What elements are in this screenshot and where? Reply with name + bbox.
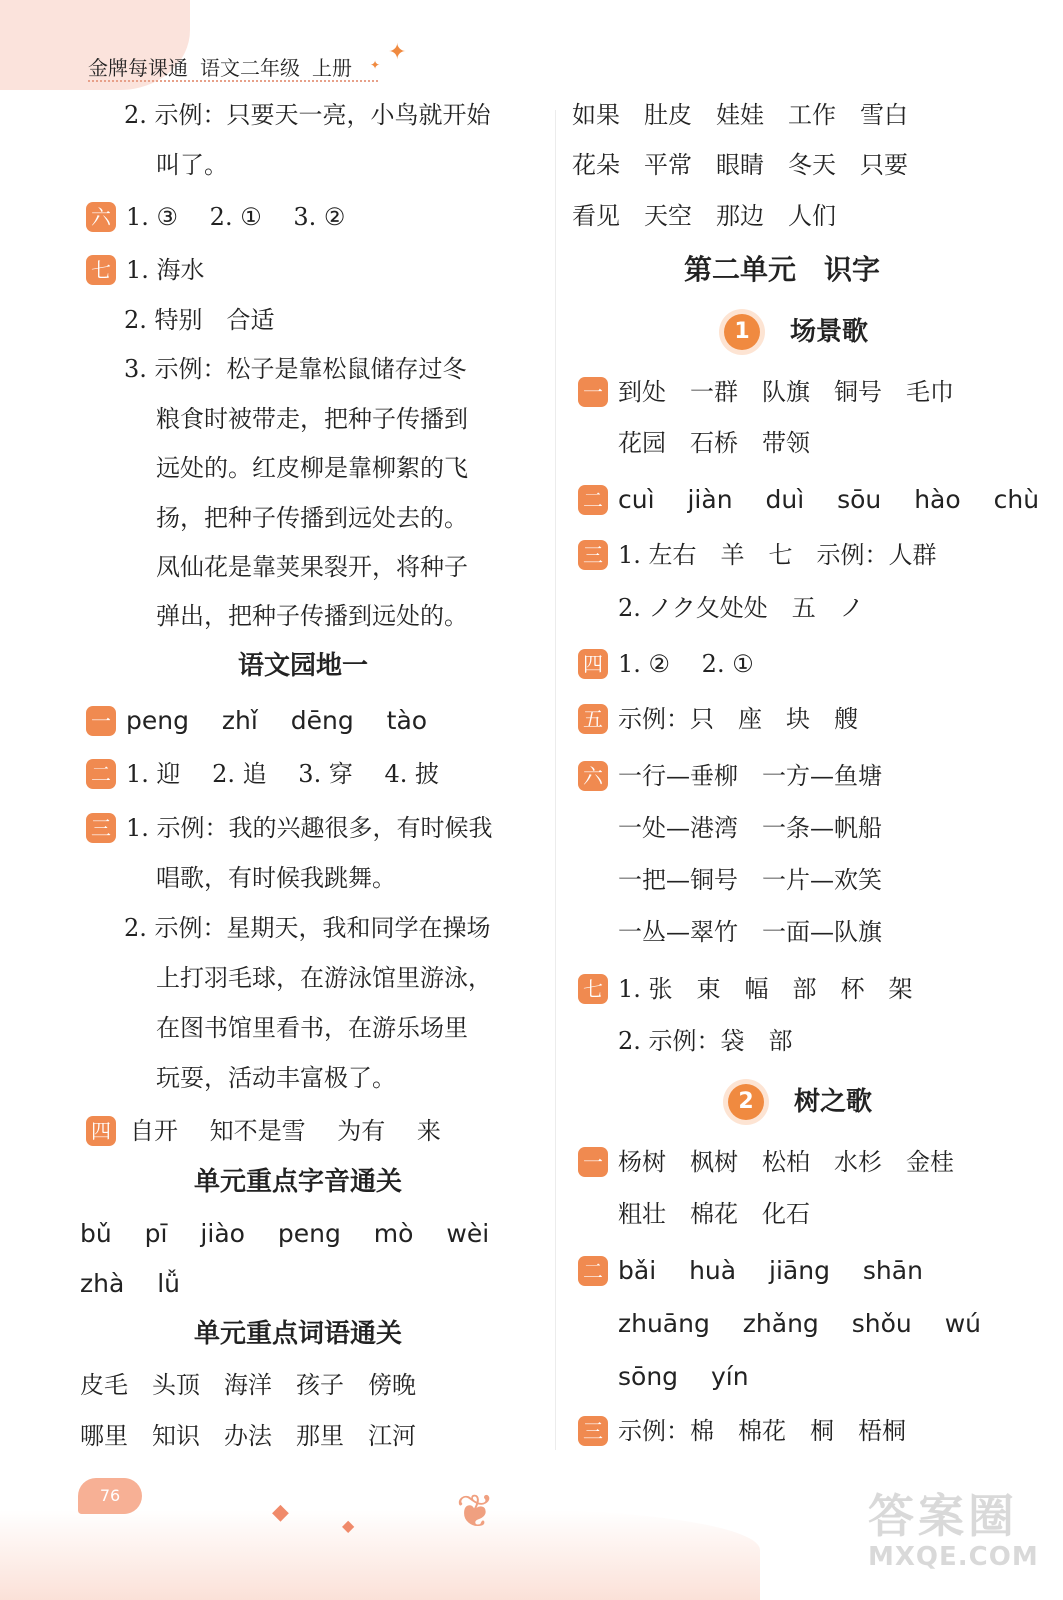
- answer-line: 1. ③ 2. ① 3. ②: [126, 203, 346, 231]
- answer-line: 上打羽毛球，在游泳馆里游泳，: [156, 964, 492, 992]
- answer-line: 1. 迎 2. 追 3. 穿 4. 披: [126, 760, 439, 788]
- answer-line: 凤仙花是靠荚果裂开，将种子: [156, 553, 468, 581]
- section-badge-1: 一: [578, 1147, 608, 1177]
- answer-line: 扬，把种子传播到远处去的。: [156, 504, 468, 532]
- word-line: 看见 天空 那边 人们: [572, 202, 836, 230]
- section-title-sounds: 单元重点字音通关: [194, 1167, 403, 1197]
- answer-line: 2. 示例：只要天一亮，小鸟就开始: [124, 101, 491, 129]
- lesson-title: 场景歌: [790, 317, 869, 347]
- unit-title: 第二单元 识字: [684, 253, 881, 286]
- header-dotted-rule: [88, 80, 378, 82]
- pinyin-line: zhà lǚ: [80, 1269, 181, 1298]
- answer-line: 花园 石桥 带领: [618, 429, 810, 457]
- answer-line: 叫了。: [156, 151, 228, 179]
- pinyin-line: sōng yín: [618, 1362, 749, 1391]
- watermark-text: 答案圈: [868, 1489, 1018, 1543]
- answer-line: 自开 知不是雪 为有 来: [130, 1117, 441, 1145]
- answer-line: 示例：只 座 块 艘: [618, 705, 858, 733]
- lesson-number-badge: 2: [728, 1084, 764, 1120]
- running-header: [88, 52, 352, 81]
- small-sparkle-icon: ✦: [370, 58, 381, 72]
- section-badge-2: 二: [578, 485, 608, 515]
- section-badge-1: 一: [86, 706, 116, 736]
- section-badge-1: 一: [578, 377, 608, 407]
- answer-line: 1. 海水: [126, 256, 205, 284]
- section-badge-4: 四: [578, 649, 608, 679]
- section-badge-5: 五: [578, 704, 608, 734]
- answer-line: 在图书馆里看书，在游乐场里: [156, 1014, 468, 1042]
- answer-line: 到处 一群 队旗 铜号 毛巾: [618, 378, 954, 406]
- pinyin-line: bǔ pī jiào peng mò wèi: [80, 1219, 490, 1248]
- lesson-title: 树之歌: [794, 1087, 873, 1117]
- answer-line: 杨树 枫树 松柏 水杉 金桂: [618, 1148, 954, 1176]
- answer-line: 示例：棉 棉花 桐 梧桐: [618, 1417, 906, 1445]
- answer-line: 2. 特别 合适: [124, 306, 275, 334]
- section-title-garden: 语文园地一: [238, 651, 369, 681]
- answer-line: 2. ノク夂处处 五 ノ: [618, 594, 864, 622]
- section-badge-6: 六: [86, 202, 116, 232]
- page-number: 76: [78, 1478, 142, 1514]
- section-badge-3: 三: [86, 813, 116, 843]
- answer-line: 1. ② 2. ①: [618, 650, 754, 678]
- pinyin-line: cuì jiàn duì sōu hào chù: [618, 485, 1040, 514]
- answer-line: 2. 示例：袋 部: [618, 1027, 793, 1055]
- section-badge-7: 七: [86, 255, 116, 285]
- column-divider: [555, 110, 556, 1450]
- watermark-url: MXQE.COM: [868, 1542, 1039, 1572]
- watermark-logo: [868, 1480, 1039, 1572]
- answer-line: 粗壮 棉花 化石: [618, 1200, 810, 1228]
- section-badge-3: 三: [578, 540, 608, 570]
- answer-line: 唱歌，有时候我跳舞。: [156, 864, 396, 892]
- sparkle-icon: ✦: [388, 40, 407, 65]
- section-badge-2: 二: [86, 759, 116, 789]
- section-title-words: 单元重点词语通关: [194, 1319, 403, 1349]
- pinyin-line: bǎi huà jiāng shān: [618, 1256, 923, 1285]
- lesson-number-badge: 1: [724, 314, 760, 350]
- answer-line: 一处—港湾 一条—帆船: [618, 814, 882, 842]
- answer-line: 远处的。红皮柳是靠柳絮的飞: [156, 454, 468, 482]
- volume: 上册: [312, 56, 352, 80]
- word-line: 哪里 知识 办法 那里 江河: [80, 1422, 416, 1450]
- section-badge-7: 七: [578, 974, 608, 1004]
- answer-line: 3. 示例：松子是靠松鼠储存过冬: [124, 355, 467, 383]
- word-line: 如果 肚皮 娃娃 工作 雪白: [572, 101, 908, 129]
- pinyin-line: zhuāng zhǎng shǒu wú: [618, 1309, 981, 1338]
- word-line: 皮毛 头顶 海洋 孩子 傍晚: [80, 1371, 416, 1399]
- subject-grade: 语文二年级: [200, 56, 300, 80]
- section-badge-6: 六: [578, 761, 608, 791]
- pinyin-line: peng zhǐ dēng tào: [126, 706, 428, 735]
- answer-line: 弹出，把种子传播到远处的。: [156, 602, 468, 630]
- section-badge-3: 三: [578, 1416, 608, 1446]
- answer-line: 一丛—翠竹 一面—队旗: [618, 918, 882, 946]
- answer-line: 1. 左右 羊 七 示例：人群: [618, 541, 937, 569]
- fish-icon: ◆: [342, 1516, 355, 1535]
- answer-line: 一行—垂柳 一方—鱼塘: [618, 762, 882, 790]
- answer-line: 1. 张 束 幅 部 杯 架: [618, 975, 913, 1003]
- seaweed-icon: ❦: [456, 1484, 495, 1538]
- answer-line: 2. 示例：星期天，我和同学在操场: [124, 914, 491, 942]
- section-badge-4: 四: [86, 1116, 116, 1146]
- answer-line: 粮食时被带走，把种子传播到: [156, 405, 468, 433]
- answer-line: 玩耍，活动丰富极了。: [156, 1064, 396, 1092]
- answer-line: 一把—铜号 一片—欢笑: [618, 866, 882, 894]
- section-badge-2: 二: [578, 1256, 608, 1286]
- bottom-wave-decoration: [0, 1510, 760, 1600]
- fish-icon: ◆: [272, 1500, 289, 1525]
- answer-line: 1. 示例：我的兴趣很多，有时候我: [126, 814, 493, 842]
- word-line: 花朵 平常 眼睛 冬天 只要: [572, 151, 908, 179]
- book-name: 金牌每课通: [88, 56, 188, 80]
